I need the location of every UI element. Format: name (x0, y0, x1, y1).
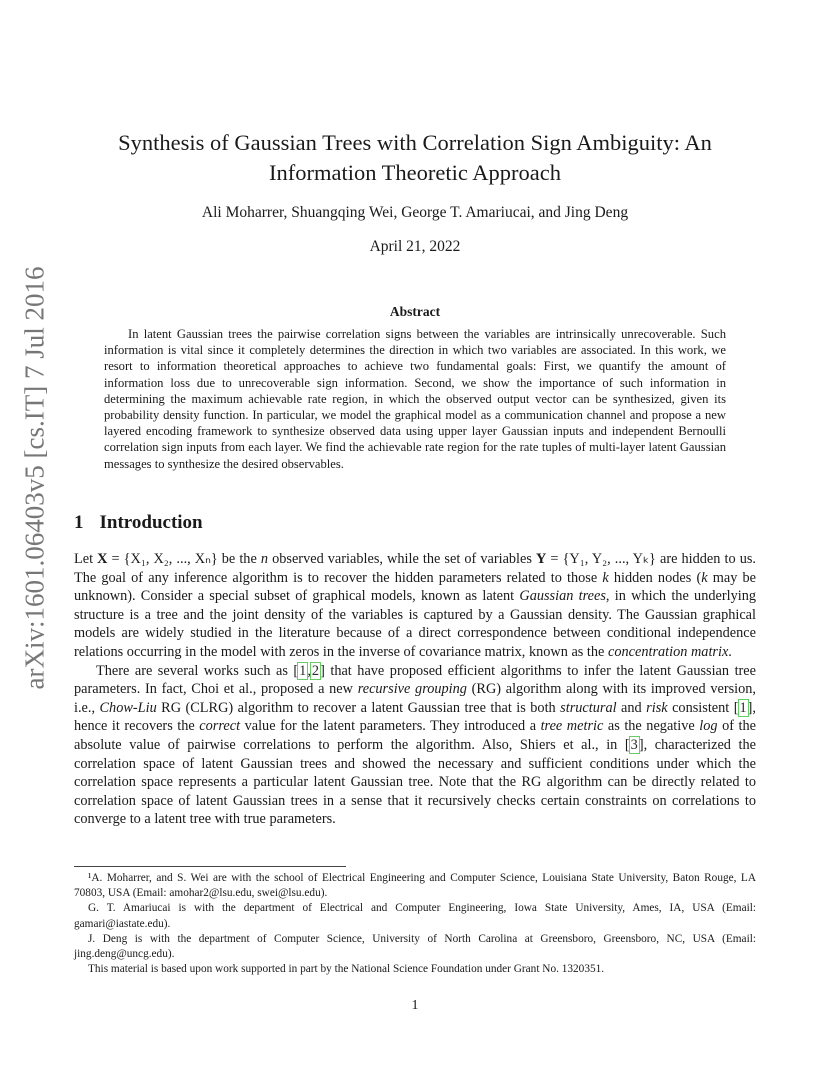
text-run: consistent (667, 699, 734, 716)
text-run: , hence it recovers the (74, 699, 756, 735)
text-run: be the (217, 551, 261, 567)
introduction-body (74, 550, 756, 829)
section-heading (74, 512, 203, 534)
emphasis: concentration matrix (607, 643, 729, 660)
citation-link[interactable]: 2 (311, 662, 320, 679)
text-run: as the negative (603, 718, 700, 735)
text-run: , in which the underlying structure is a tree and the joint density of the variables is captured by a Gaussian density. The Gaussian graphical models are widely studied in the literature because of a direct correspondence between conditional independence relations occurring in the model with zeros in the inverse of covariance matrix, known as the (74, 588, 757, 660)
math-k: k (701, 569, 708, 586)
paper-date: April 21, 2022 (369, 238, 461, 255)
emphasis: Chow-Liu (99, 699, 157, 716)
math-X-set: = {X₁, X₂, ..., Xₙ} (107, 551, 218, 567)
arxiv-sidebar (0, 0, 70, 1072)
citation-link[interactable]: 1 (299, 662, 307, 679)
footnote-rule (74, 866, 346, 867)
math-X: X (97, 551, 108, 567)
text-run: value for the latent parameters. They introduced a (240, 718, 541, 735)
footnote-3: J. Deng is with the department of Computer Science, University of North Carolina at Greensboro, Greensboro, NC, USA (Email: jing.deng@uncg.edu). (74, 932, 756, 961)
intro-paragraph-2: There are several works such as [1,2] that have proposed efficient algorithms to infer the latent Gaussian tree parameters. In fact, Choi et al., proposed a new recursive grouping (RG) algorithm along with its improved version, i.e., Chow-Liu RG (CLRG) algorithm to recover a latent Gaussian tree that is both structural and risk consistent [1], hence it recovers the correct value for the latent parameters. They introduced a tree metric as the negative log of the absolute value of pairwise correlations to perform the algorithm. Also, Shiers et al., in [3], characterized the correlation space of latent Gaussian trees and showed the necessary and sufficient conditions under which the correlation space represents a particular latent Gaussian tree. Note that the RG algorithm can be directly related to correlation space of latent Gaussian trees in a sense that it recursively checks certain constraints on correlations to converge to a latent tree with true parameters. (74, 662, 756, 828)
text-run: may be unknown). Consider a special subset of graphical models, known as latent (74, 569, 757, 605)
section-number: 1 (74, 512, 84, 533)
citation-link[interactable]: 1 (739, 699, 747, 716)
text-run: and (616, 699, 647, 716)
footnote-4: This material is based upon work supported in part by the National Science Foundation under Grant No. 1320351. (88, 963, 605, 976)
text-run: , characterized the correlation space of latent Gaussian trees and showed the necessary and sufficient conditions under which the correlation space represents a particular latent Gaussian tree. Note that the RG algorithm can be directly related to correlation space of latent Gaussian trees in a sense that it recursively checks certain constraints on correlations to converge to a latent tree with true parameters. (74, 736, 756, 828)
emphasis: correct (199, 718, 241, 735)
emphasis: Gaussian trees (519, 588, 606, 605)
footnote-2: G. T. Amariucai is with the department of Electrical and Computer Engineering, Iowa State University, Ames, IA, USA (Email: gamari@iastate.edu). (74, 902, 756, 930)
citation-link[interactable]: 3 (630, 736, 638, 753)
intro-paragraph-1 (74, 550, 756, 662)
emphasis: tree metric (540, 718, 604, 735)
math-n: n (260, 551, 269, 567)
emphasis: recursive grouping (357, 681, 467, 698)
emphasis: log (699, 718, 718, 735)
text-run: RG (CLRG) algorithm to recover a latent Gaussian tree that is both (156, 699, 561, 716)
paper-title: Synthesis of Gaussian Trees with Correlation Sign Ambiguity: An Information Theoretic Approach (118, 130, 712, 185)
emphasis: structural (560, 699, 617, 716)
footnote-1: ¹A. Moharrer, and S. Wei are with the school of Electrical Engineering and Computer Science, Louisiana State University, Baton Rouge, LA 70803, USA (Email: amohar2@lsu.edu, swei@lsu.edu). (74, 872, 756, 900)
page-number: 1 (411, 998, 419, 1013)
text-run: (RG) algorithm along with its improved version, i.e., (74, 681, 756, 716)
paper-authors: Ali Moharrer, Shuangqing Wei, George T. Amariucai, and Jing Deng (201, 204, 629, 221)
abstract-text: In latent Gaussian trees the pairwise correlation signs between the variables are intrinsically unrecoverable. Such information is vital since it completely determines the direction in which two variables are associated. In this work, we resort to information theoretical approaches to achieve two fundamental goals: First, we quantify the amount of information loss due to unrecoverable sign information. Second, we show the importance of such information in determining the maximum achievable rate region, in which the observed output vector can be synthesized, given its probability density function. In particular, we model the graphical model as a communication channel and propose a new layered encoding framework to synthesize observed data using upper layer Gaussian inputs and independent Bernoulli correlation sign inputs from each layer. We find the achievable rate region for the rate tuples of multi-layer latent Gaussian messages to synthesize the desired observables. (104, 327, 726, 471)
abstract (74, 304, 756, 472)
text-run: observed variables, while the set of variables (268, 551, 537, 567)
text-run: . (728, 643, 732, 660)
text-run: There are several works such as (96, 662, 294, 679)
text-run: of the absolute value of pairwise correlations to perform the algorithm. Also, Shiers et al., in (74, 718, 756, 753)
math-Y: Y (536, 551, 547, 567)
abstract-heading: Abstract (389, 304, 441, 319)
text-run: that have proposed efficient algorithms to infer the latent Gaussian tree parameters. In fact, Choi et al., proposed a new (74, 662, 756, 698)
arxiv-identifier: arXiv:1601.06403v5 [cs.IT] 7 Jul 2016 (19, 266, 50, 690)
text-run: hidden nodes ( (608, 569, 702, 586)
footnotes (74, 871, 756, 977)
section-title: Introduction (99, 512, 203, 533)
emphasis: risk (646, 699, 668, 716)
text-run: Let (74, 551, 98, 567)
text-run: are hidden to us. The goal of any inference algorithm is to recover the hidden parameters related to those (74, 551, 756, 586)
math-k: k (602, 569, 609, 586)
math-Y-set: = {Y₁, Y₂, ..., Yₖ} (546, 551, 656, 567)
